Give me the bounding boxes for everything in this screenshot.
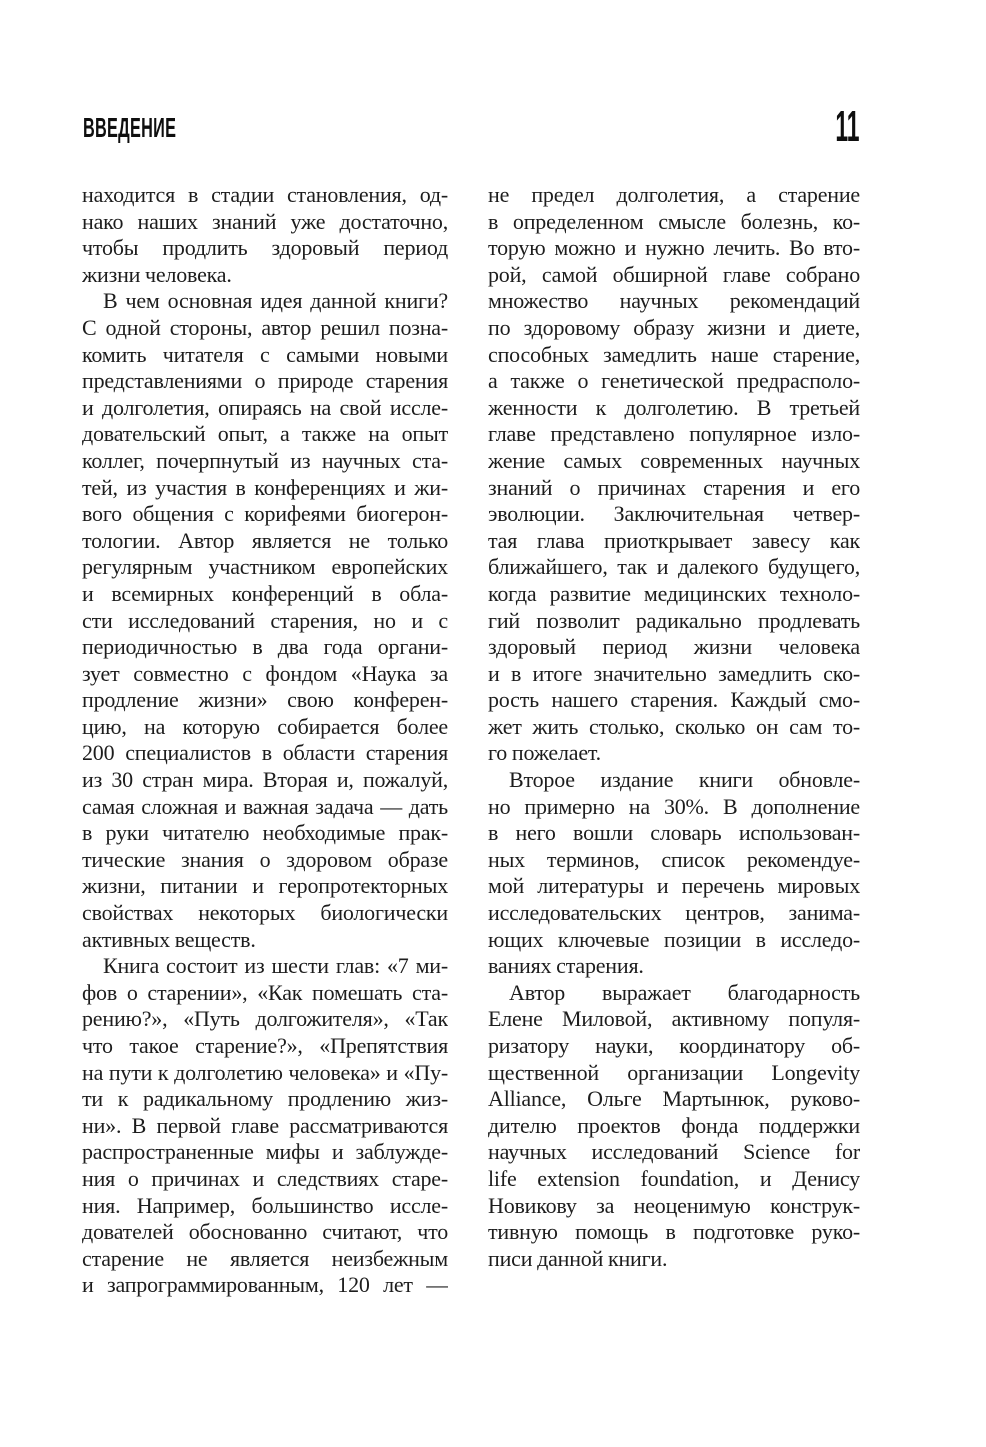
text-line: в руки читателю необходимые прак- (82, 820, 448, 846)
text-line: го пожелает. (488, 740, 601, 766)
text-line: знаний о причинах старения и его (488, 474, 860, 500)
text-line: сти исследований старения, но и с (82, 607, 448, 633)
text-line: на пути к долголетию человека» и «Пу- (82, 1059, 448, 1085)
text-line: а также о генетической предрасполо- (488, 368, 860, 394)
text-line: В чем основная идея данной книги? (103, 288, 448, 314)
text-line: жизни человека. (82, 261, 232, 287)
text-line: Второе издание книги обновле- (509, 767, 860, 793)
text-line: С одной стороны, автор решил позна- (82, 314, 448, 340)
text-line: Автор выражает благодарность (509, 979, 860, 1005)
text-line: но примерно на 30%. В дополнение (488, 793, 860, 819)
text-line: и запрограммированным, 120 лет — (82, 1272, 448, 1298)
text-line: здоровый период жизни человека (488, 634, 860, 660)
text-line: из 30 стран мира. Вторая и, пожалуй, (82, 767, 448, 793)
text-line: ния. Например, большинство иссле- (82, 1192, 448, 1218)
text-line: зует совместно с фондом «Наука за (82, 660, 448, 686)
text-line: life extension foundation, и Денису (488, 1165, 860, 1191)
text-line: чтобы продлить здоровый период (82, 235, 448, 261)
text-line: периодичностью в два года органи- (82, 634, 448, 660)
text-line: ния о причинах и следствиях старе- (82, 1165, 448, 1191)
text-line: регулярным участником европейских (82, 554, 448, 580)
text-line: продление жизни» свою конферен- (82, 687, 448, 713)
text-line: жет жить столько, сколько он сам то- (488, 713, 860, 739)
text-line: ризатору науки, координатору об- (488, 1033, 860, 1058)
text-line: довательский опыт, а также на опыт (82, 421, 448, 447)
text-line: мой литературы и перечень мировых (488, 873, 860, 899)
text-line: главе представлено популярное изло- (488, 421, 860, 447)
text-line: по здоровому образу жизни и диете, (488, 314, 860, 340)
text-line: когда развитие медицинских техноло- (488, 580, 860, 606)
text-line: находится в стадии становления, од- (82, 182, 448, 207)
text-line: ющих ключевые позиции в исследо- (488, 926, 860, 952)
text-line: свойствах некоторых биологически (82, 900, 448, 926)
text-line: Новикову за неоценимую конструк- (488, 1192, 860, 1218)
text-line: тивную помощь в подготовке руко- (488, 1219, 860, 1245)
text-line: что такое старение?», «Препятствия (82, 1033, 448, 1058)
text-line: распространенные мифы и заблужде- (82, 1139, 448, 1165)
text-line: старение не является неизбежным (82, 1245, 448, 1271)
text-line: 200 специалистов в области старения (82, 740, 448, 766)
text-line: Книга состоит из шести глав: «7 ми- (103, 953, 448, 979)
text-line: тологии. Автор является не только (82, 527, 448, 553)
text-line: Елене Миловой, активному популя- (488, 1006, 860, 1032)
text-columns (82, 182, 860, 1299)
text-line: коллег, почерпнутый из научных ста- (82, 447, 448, 473)
text-line: активных веществ. (82, 926, 256, 952)
text-line: вого общения с корифеями биогерон- (82, 501, 448, 527)
page-number: 11 (835, 102, 860, 151)
text-line: ти к радикальному продлению жиз- (82, 1086, 448, 1112)
text-line: женности к долголетию. В третьей (488, 394, 860, 420)
text-line: торую можно и нужно лечить. Во вто- (488, 235, 860, 261)
text-line: эволюции. Заключительная четвер- (488, 501, 860, 527)
text-line: научных исследований Science for (488, 1139, 860, 1165)
text-line: жизни, питании и геропротекторных (82, 873, 448, 899)
text-line: комить читателя с самыми новыми (82, 341, 448, 367)
running-head: ВВЕДЕНИЕ (83, 112, 177, 143)
text-line: нако наших знаний уже достаточно, (82, 208, 448, 234)
text-line: множество научных рекомендаций (488, 288, 860, 314)
text-line: фов о старении», «Как помешать ста- (82, 979, 448, 1005)
text-line: и в итоге значительно замедлить ско- (488, 660, 860, 686)
text-line: в него вошли словарь использован- (488, 820, 860, 846)
text-line: исследовательских центров, занима- (488, 900, 860, 926)
text-line: рой, самой обширной главе собрано (488, 261, 860, 287)
text-column-left (82, 182, 448, 1299)
text-line: дователей обоснованно считают, что (82, 1219, 448, 1245)
text-line: ближайшего, так и далекого будущего, (488, 554, 860, 580)
text-line: способных замедлить наше старение, (488, 341, 860, 367)
text-line: ваниях старения. (488, 953, 644, 979)
text-line: и долголетия, опираясь на свой иссле- (82, 394, 448, 420)
text-line: не предел долголетия, а старение (488, 182, 860, 207)
text-line: щественной организации Longevity (488, 1059, 860, 1085)
text-line: рость нашего старения. Каждый смо- (488, 687, 860, 713)
text-line: дителю проектов фонда поддержки (488, 1112, 860, 1138)
text-line: писи данной книги. (488, 1245, 668, 1271)
text-line: Alliance, Ольге Мартынюк, руково- (488, 1086, 860, 1112)
text-line: тические знания о здоровом образе (82, 846, 448, 872)
text-line: рению?», «Путь долгожителя», «Так (82, 1006, 448, 1032)
text-line: и всемирных конференций в обла- (82, 580, 448, 606)
text-line: самая сложная и важная задача — дать (82, 793, 448, 819)
text-line: гий позволит радикально продлевать (488, 607, 860, 633)
text-line: в определенном смысле болезнь, ко- (488, 208, 860, 234)
text-line: тая глава приоткрывает завесу как (488, 527, 860, 553)
text-line: жение самых современных научных (488, 447, 860, 473)
text-line: представлениями о природе старения (82, 368, 448, 394)
text-line: тей, из участия в конференциях и жи- (82, 474, 448, 500)
text-line: цию, на которую собирается более (82, 713, 448, 739)
text-column-right (488, 182, 860, 1299)
text-line: ни». В первой главе рассматриваются (82, 1112, 448, 1138)
text-line: ных терминов, список рекомендуе- (488, 846, 860, 872)
